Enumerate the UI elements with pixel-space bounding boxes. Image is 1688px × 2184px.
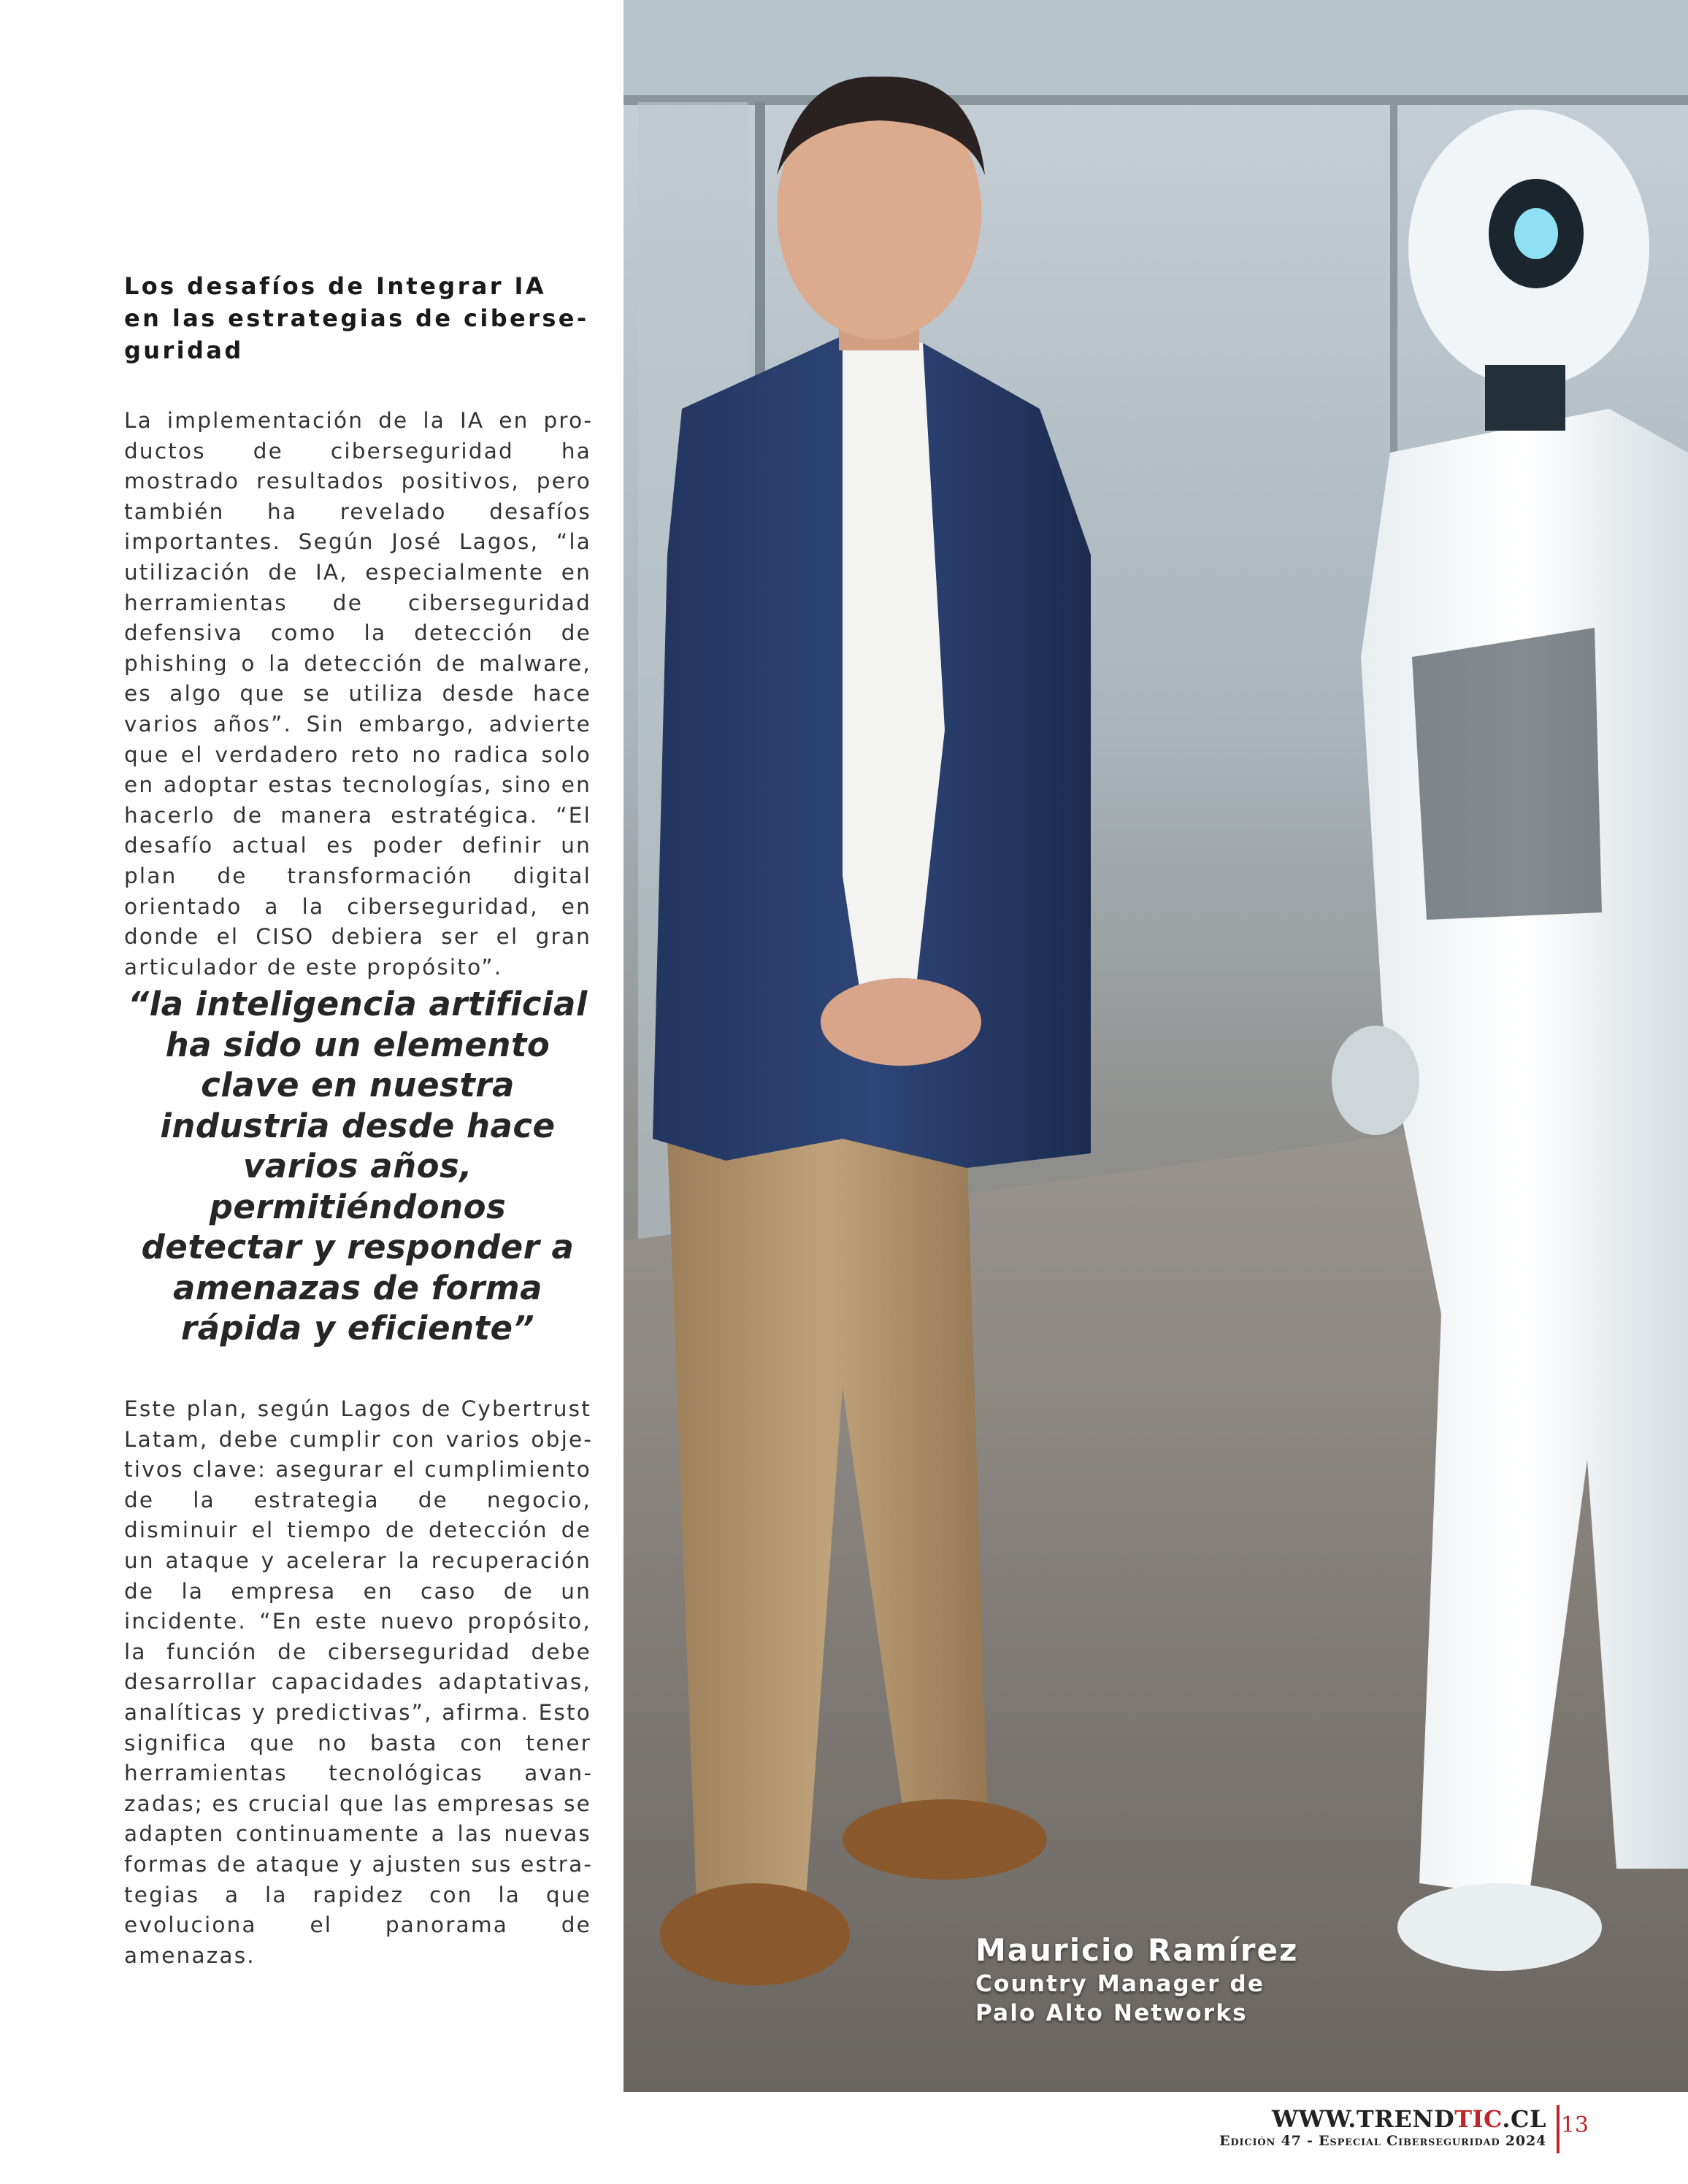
footer-divider	[1557, 2105, 1560, 2153]
feature-photo	[624, 0, 1688, 2092]
photo-illustration	[624, 0, 1688, 2092]
page-number: 13	[1560, 2112, 1589, 2138]
footer-url-suffix: .CL	[1502, 2105, 1546, 2133]
footer-edition: Edición 47 - Especial Ciberseguridad 2024	[1219, 2133, 1546, 2149]
article-paragraph-1: La implementación de la IA en productos de ciberseguridad ha mostrado resultados positivos, pero también ha revelado desafíos importantes. Según José Lagos, “la utilización de IA, especialmente en herramientas de ciberseguridad defensiva como la detección de phishing o la detección de malware, es algo que se utiliza desde hace varios años”. Sin embargo, advierte que el verdadero reto no radica solo en adoptar estas tecnologías, sino en hacerlo de manera estratégica. “El desafío actual es poder definir un plan de transformación digital orientado a la ciberseguridad, en donde el CISO debiera ser el gran articulador de este propósito”.	[124, 408, 591, 980]
page-footer	[0, 2102, 1688, 2161]
caption-role-line-2: Palo Alto Networks	[975, 2000, 1248, 2026]
footer-url-accent: TIC	[1454, 2105, 1503, 2133]
pull-quote: “la inteligencia artificial ha sido un elemento clave en nuestra industria desde hace varios años, permitiéndonos detectar y responder a amenazas de forma rápida y eficiente”	[128, 985, 588, 1347]
photo-caption	[975, 1931, 1298, 2028]
footer-website[interactable]	[1272, 2105, 1546, 2133]
footer-url-prefix: WWW.TREND	[1271, 2105, 1455, 2133]
caption-name: Mauricio Ramírez	[975, 1932, 1299, 1968]
article-paragraph-2: Este plan, según Lagos de Cybertrust Latam, debe cumplir con varios objetivos clave: asegurar el cumplimiento de la estrategia de negocio, disminuir el tiempo de detección de un ataque y acelerar la recuperación de la empresa en caso de un incidente. “En este nuevo propósito, la función de ciberseguridad debe desarrollar capacidades adaptativas, analíticas y predictivas”, afirma. Esto significa que no basta con tener herramientas tecnológicas avanzadas; es crucial que las empresas se adapten continuamente a las nuevas formas de ataque y ajusten sus estrategias a la rapidez con la que evoluciona el panorama de amenazas.	[124, 1396, 591, 1968]
caption-role-line-1: Country Manager de	[975, 1971, 1265, 1997]
section-heading: Los desafíos de Integrar IA en las estrategias de ciberseguridad	[124, 272, 587, 364]
